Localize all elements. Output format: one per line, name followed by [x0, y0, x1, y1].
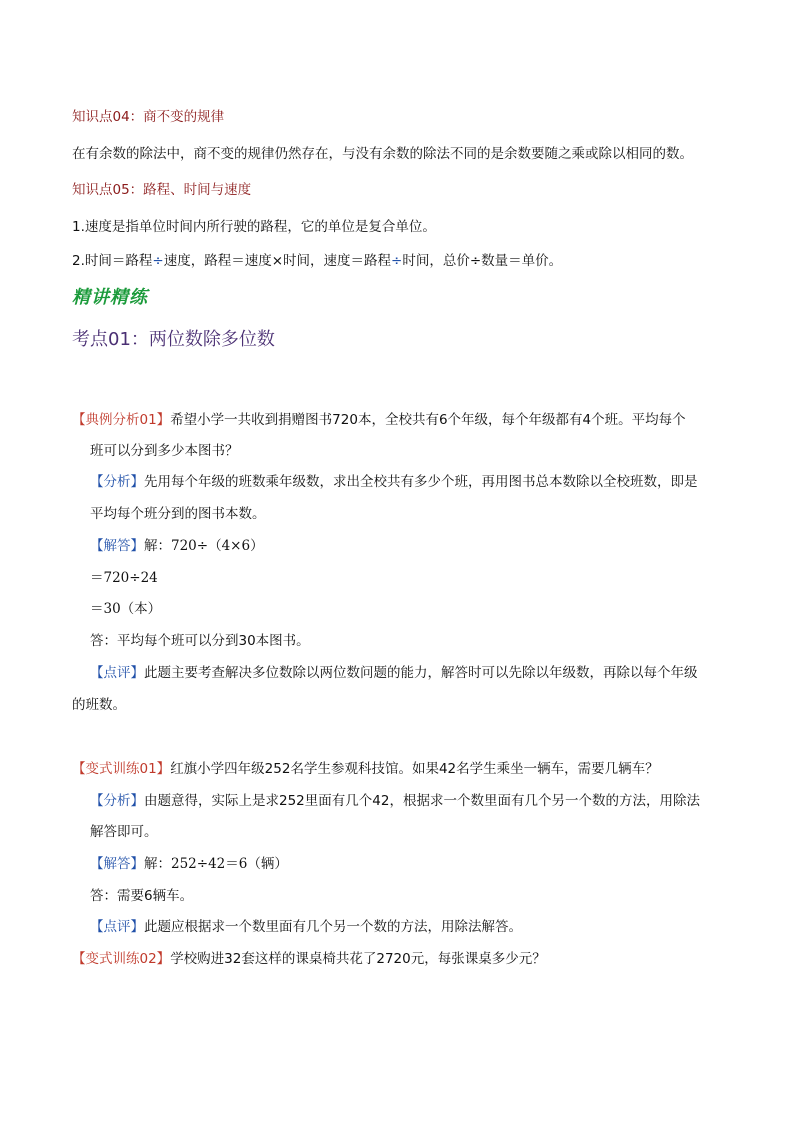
- drill-2-question: [72, 950, 546, 968]
- example-1-answer-line-1: [90, 537, 264, 555]
- example-1-answer-line-3: ＝30（本）: [90, 601, 162, 617]
- kp05-line-1: 1.速度是指单位时间内所行驶的路程，它的单位是复合单位。: [72, 219, 436, 235]
- drill-1-answer-line: [90, 855, 288, 873]
- answer-tag: 【解答】: [90, 856, 144, 872]
- example-1-answer-line-2: ＝720÷24: [90, 570, 158, 586]
- example-1-analysis-line-2: 平均每个班分到的图书本数。: [90, 506, 266, 522]
- example-1-comment-line-1: [90, 664, 698, 682]
- drill-1-analysis-text: 由题意得，实际上是求252里面有几个42，根据求一个数里面有几个另一个数的方法，用除法: [144, 793, 700, 809]
- knowledge-point-05-title: 知识点05：路程、时间与速度: [72, 182, 252, 198]
- kp05-line-2-post: 时间，总价÷数量＝单价。: [402, 253, 563, 269]
- answer-tag: 【解答】: [90, 538, 144, 554]
- knowledge-point-04-body: 在有余数的除法中，商不变的规律仍然存在，与没有余数的除法不同的是余数要随之乘或除以相同的数。: [72, 146, 693, 162]
- knowledge-point-04-title: 知识点04：商不变的规律: [72, 109, 225, 125]
- drill-tag: 【变式训练02】: [72, 951, 171, 967]
- section-brand-heading: 精讲精练: [72, 287, 148, 308]
- example-1-comment-line-2: 的班数。: [72, 697, 126, 713]
- drill-1-reply: 答：需要6辆车。: [90, 888, 194, 904]
- drill-2-question-text: 学校购进32套这样的课桌椅共花了2720元，每张课桌多少元？: [170, 951, 546, 967]
- example-tag: 【典例分析01】: [72, 412, 171, 428]
- kp05-line-2-pre: 2.时间＝路程: [72, 253, 153, 269]
- drill-1-comment-text: 此题应根据求一个数里面有几个另一个数的方法，用除法解答。: [144, 919, 522, 935]
- drill-1-analysis-line-2: 解答即可。: [90, 824, 158, 840]
- kp05-line-2: [72, 252, 562, 270]
- analysis-tag: 【分析】: [90, 793, 144, 809]
- drill-1-answer-text: 解：252÷42＝6（辆）: [144, 856, 288, 872]
- example-1-question-line-2: 班可以分到多少本图书？: [90, 443, 239, 459]
- division-sign: ÷: [391, 253, 403, 269]
- comment-tag: 【点评】: [90, 919, 144, 935]
- kaodian-heading: 考点01：两位数除多位数: [72, 329, 275, 350]
- example-1-answer-text: 解：720÷（4×6）: [144, 538, 264, 554]
- drill-1-comment: [90, 918, 522, 936]
- example-1-analysis-text: 先用每个年级的班数乘年级数，求出全校共有多少个班，再用图书总本数除以全校班数，即是: [144, 474, 698, 490]
- comment-tag: 【点评】: [90, 665, 144, 681]
- drill-1-question: [72, 760, 659, 778]
- drill-tag: 【变式训练01】: [72, 761, 171, 777]
- division-sign: ÷: [152, 253, 164, 269]
- analysis-tag: 【分析】: [90, 474, 144, 490]
- example-1-comment-text: 此题主要考查解决多位数除以两位数问题的能力，解答时可以先除以年级数，再除以每个年级: [144, 665, 698, 681]
- kp05-line-2-mid: 速度，路程＝速度×时间，速度＝路程: [163, 253, 392, 269]
- example-1-analysis-line-1: [90, 473, 698, 491]
- drill-1-question-text: 红旗小学四年级252名学生参观科技馆。如果42名学生乘坐一辆车，需要几辆车？: [170, 761, 659, 777]
- example-1-question-text: 希望小学一共收到捐赠图书720本，全校共有6个年级，每个年级都有4个班。平均每个: [170, 412, 686, 428]
- drill-1-analysis-line-1: [90, 792, 700, 810]
- example-1-reply: 答：平均每个班可以分到30本图书。: [90, 633, 310, 649]
- example-1-question-line-1: [72, 411, 686, 429]
